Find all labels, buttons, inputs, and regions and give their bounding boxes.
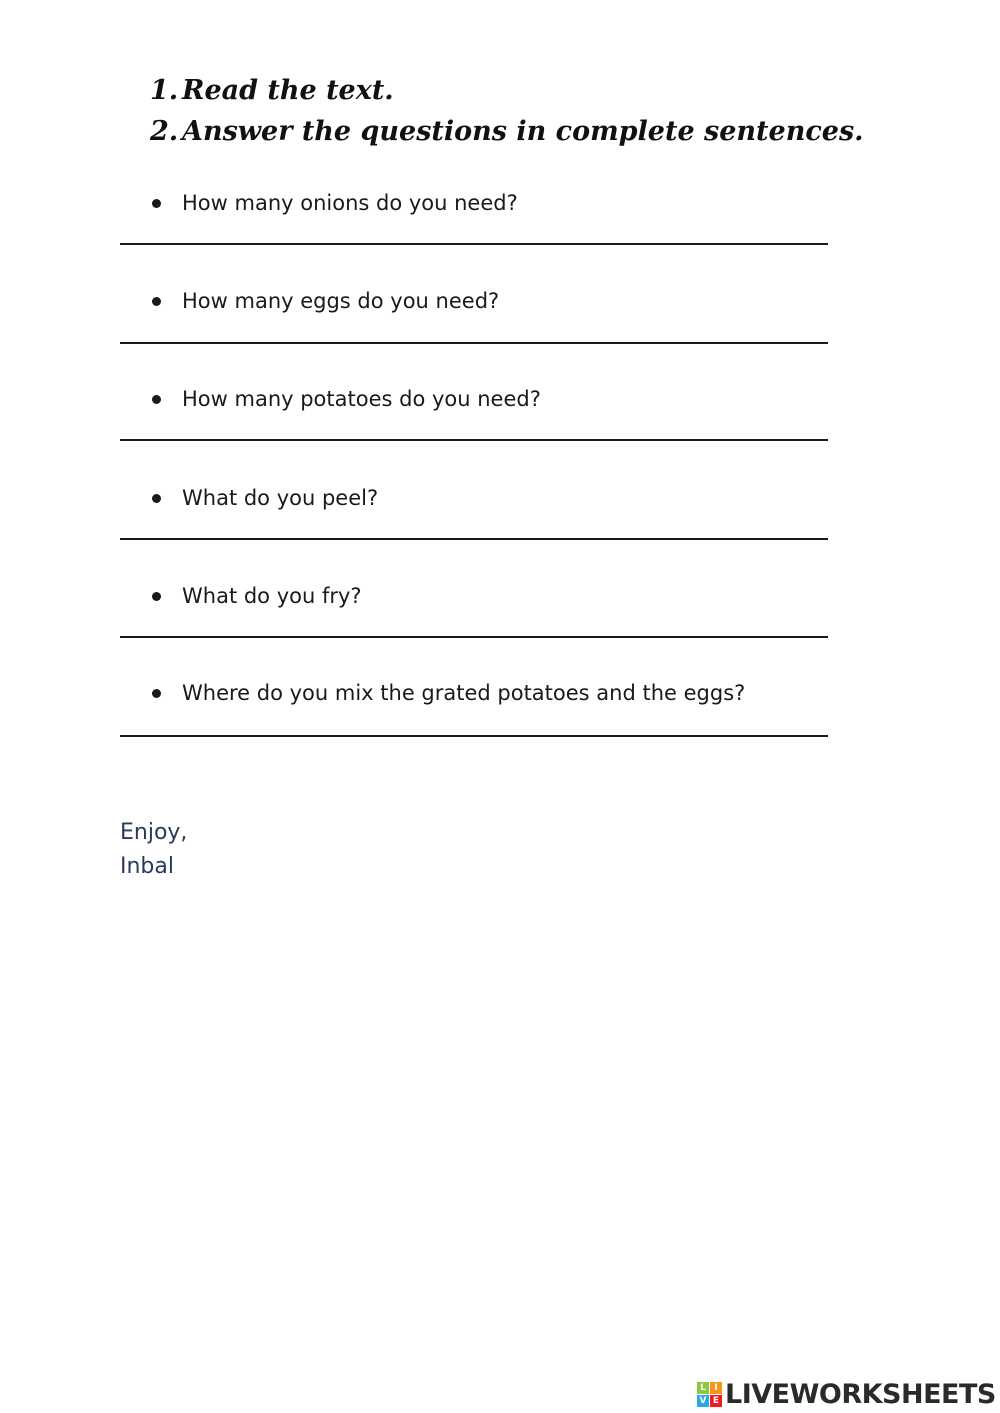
bullet-icon — [152, 494, 161, 503]
question-text: How many eggs do you need? — [182, 289, 500, 313]
answer-line[interactable] — [120, 243, 828, 245]
signoff — [120, 816, 187, 884]
question-text: How many potatoes do you need? — [182, 387, 541, 411]
instruction-text: Answer the questions in complete sentences. — [182, 116, 864, 147]
instruction-item — [150, 70, 864, 111]
bullet-icon — [152, 199, 161, 208]
answer-line[interactable] — [120, 636, 828, 638]
instruction-item — [150, 111, 864, 152]
answer-line[interactable] — [120, 342, 828, 344]
question-item — [120, 384, 830, 414]
logo-mark-icon: L I V E — [697, 1382, 722, 1407]
answer-line[interactable] — [120, 538, 828, 540]
answer-line[interactable] — [120, 439, 828, 441]
bullet-icon — [152, 689, 161, 698]
question-text: What do you fry? — [182, 584, 362, 608]
liveworksheets-logo — [697, 1378, 996, 1410]
question-item — [120, 678, 830, 708]
instruction-text: Read the text. — [182, 75, 394, 106]
question-item — [120, 483, 830, 513]
instructions-list — [150, 70, 864, 152]
question-text: What do you peel? — [182, 486, 379, 510]
bullet-icon — [152, 395, 161, 404]
answer-line[interactable] — [120, 735, 828, 737]
question-item — [120, 286, 830, 316]
bullet-icon — [152, 297, 161, 306]
question-text: Where do you mix the grated potatoes and the eggs? — [182, 681, 746, 705]
instruction-number: 1. — [150, 75, 179, 106]
instruction-number: 2. — [150, 116, 179, 147]
logo-text: LIVEWORKSHEETS — [725, 1378, 996, 1410]
question-item — [120, 188, 830, 218]
signoff-greeting: Enjoy, — [120, 820, 188, 845]
bullet-icon — [152, 592, 161, 601]
signoff-name: Inbal — [120, 854, 174, 879]
question-item — [120, 581, 830, 611]
question-text: How many onions do you need? — [182, 191, 518, 215]
